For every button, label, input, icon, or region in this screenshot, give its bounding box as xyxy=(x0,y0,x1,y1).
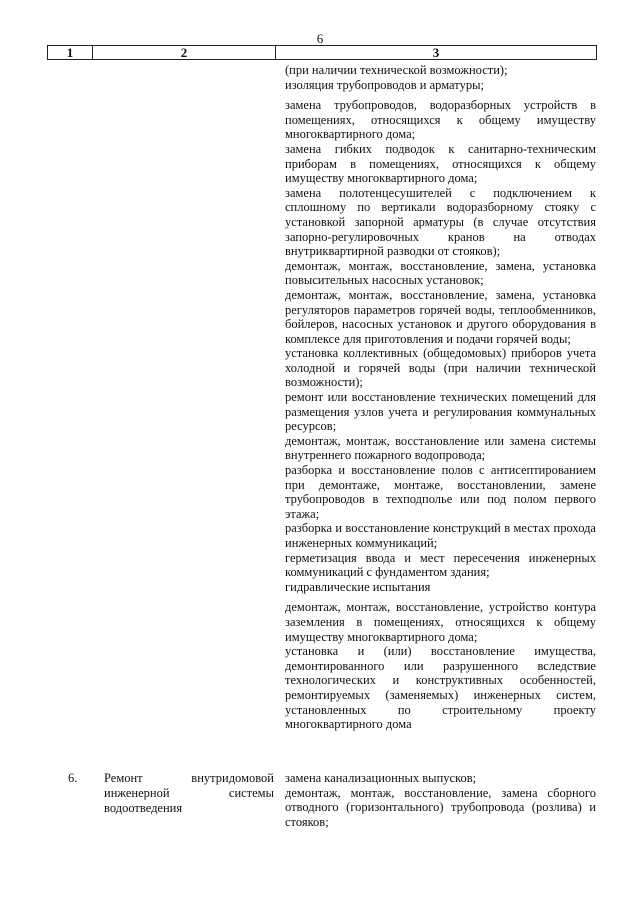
list-item: установка коллективных (общедомовых) приборов учета холодной и горячей воды (при наличии технической возможности); xyxy=(285,346,596,390)
row-title: Ремонт внутридомовой инженерной системы водоотведения xyxy=(104,771,274,815)
list-item: демонтаж, монтаж, восстановление, замена, установка регуляторов параметров горячей воды, теплообменников, бойлеров, насосных установок и другого оборудования в комплексе для приготовления и подачи горячей воды; xyxy=(285,287,596,346)
list-item: разборка и восстановление полов с антисептированием при демонтаже, монтаже, восстановлении, замене трубопроводов в техподполье или под полом первого этажа; xyxy=(285,463,596,521)
list-item: демонтаж, монтаж, восстановление или замена системы внутреннего пожарного водопровода; xyxy=(285,433,596,463)
header-col-1: 1 xyxy=(48,46,93,59)
list-item: замена канализационных выпусков; xyxy=(285,771,477,785)
row-number: 6. xyxy=(68,771,78,785)
row-6-work-list xyxy=(285,771,596,829)
work-list-continued xyxy=(285,63,596,732)
list-item: замена трубопроводов, водоразборных устройств в помещениях, относящихся к общему имуществу многоквартирного дома; xyxy=(285,98,596,142)
list-item: демонтаж, монтаж, восстановление, устройство контура заземления в помещениях, относящихся к общему имуществу многоквартирного дома; xyxy=(285,600,596,644)
list-item: изоляция трубопроводов и арматуры; xyxy=(285,77,484,92)
table-header xyxy=(47,45,597,60)
list-item: демонтаж, монтаж, восстановление, замена сборного отводного (горизонтального) трубопровода (розлива) и стояков; xyxy=(285,785,596,829)
list-item: замена полотенцесушителей с подключением к сплошному по вертикали водоразборному стояку с установкой запорной арматуры (в случае отсутствия запорно-регулировочных кранов на отводах внутриквартирной разводки от стояков); xyxy=(285,185,596,259)
list-item: установка и (или) восстановление имущества, демонтированного или разрушенного вследствие технологических и конструктивных особенностей, ремонтируемых (заменяемых) инженерных систем, установленных по строительному проекту многоквартирного дома xyxy=(285,644,596,732)
list-item: гидравлические испытания xyxy=(285,579,431,594)
list-item: замена гибких подводок к санитарно-техническим приборам в помещениях, относящихся к общему имуществу многоквартирного дома; xyxy=(285,141,596,186)
page-number: 6 xyxy=(316,31,324,46)
header-col-2: 2 xyxy=(93,46,276,59)
list-item: разборка и восстановление конструкций в местах прохода инженерных коммуникаций; xyxy=(285,521,596,550)
list-item: (при наличии технической возможности); xyxy=(285,63,508,77)
list-item: демонтаж, монтаж, восстановление, замена, установка повысительных насосных установок; xyxy=(285,258,596,288)
header-col-3: 3 xyxy=(432,45,440,60)
list-item: герметизация ввода и мест пересечения инженерных коммуникаций с фундаментом здания; xyxy=(285,550,596,580)
list-item: ремонт или восстановление технических помещений для размещения узлов учета и регулирования коммунальных ресурсов; xyxy=(285,390,596,434)
